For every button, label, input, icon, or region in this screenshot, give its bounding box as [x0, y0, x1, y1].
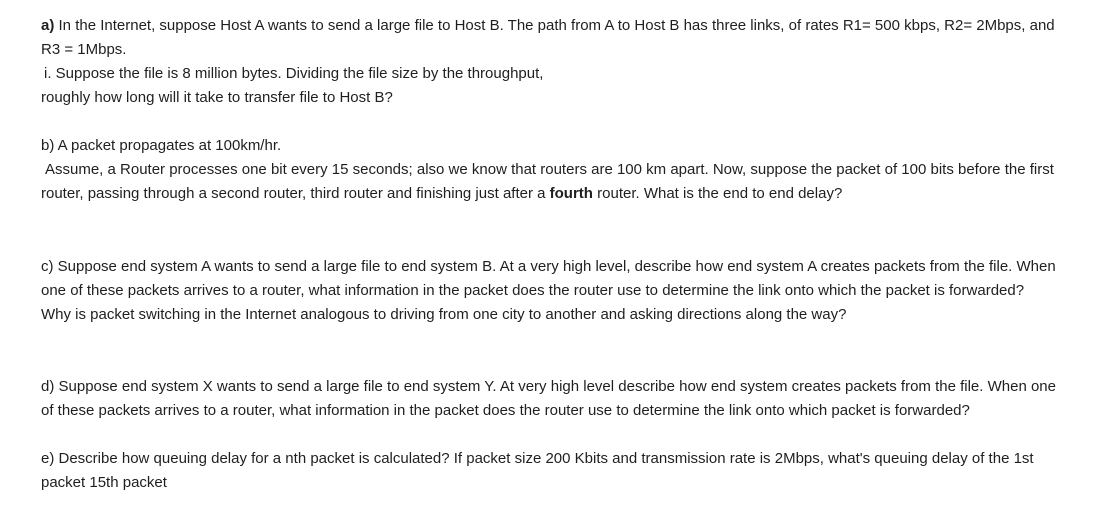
- question-c-line-2: one of these packets arrives to a router, what information in the packet does the router use to determine the link onto which the packet is forwarded?: [41, 282, 1025, 299]
- question-d-line-1: d) Suppose end system X wants to send a large file to end system Y. At very high level describe how end system creates packets from the file. When one: [41, 378, 1056, 395]
- question-e-line-2: packet 15th packet: [41, 474, 167, 491]
- question-a-line-1: [41, 14, 1055, 38]
- question-a-subpart-i: i. Suppose the file is 8 million bytes. Dividing the file size by the throughput,: [44, 65, 544, 82]
- question-a-label: a): [41, 17, 55, 34]
- question-b-line-3: [41, 182, 842, 206]
- question-a-text: In the Internet, suppose Host A wants to send a large file to Host B. The path from A to Host B has three links, of rates R1= 500 kbps, R2= 2Mbps, and: [54, 17, 1055, 34]
- question-b-line-1: b) A packet propagates at 100km/hr.: [41, 137, 282, 154]
- question-b-line-2: Assume, a Router processes one bit every 15 seconds; also we know that routers are 100 km apart. Now, suppose the packet of 100 bits before the first: [45, 161, 1054, 178]
- question-d-line-2: of these packets arrives to a router, what information in the packet does the router use to determine the link onto which packet is forwarded?: [41, 402, 970, 419]
- question-b-bold-word: fourth: [549, 185, 593, 202]
- question-a-line-2: R3 = 1Mbps.: [41, 41, 127, 58]
- question-c-line-3: Why is packet switching in the Internet analogous to driving from one city to another and asking directions along the way?: [41, 306, 847, 323]
- question-b-line-3-before: router, passing through a second router, third router and finishing just after a: [41, 185, 550, 202]
- question-e-line-1: e) Describe how queuing delay for a nth packet is calculated? If packet size 200 Kbits and transmission rate is 2Mbps, what's queuing delay of the 1st: [41, 450, 1034, 467]
- question-c-line-1: c) Suppose end system A wants to send a large file to end system B. At a very high level, describe how end system A creates packets from the file. When: [41, 258, 1056, 275]
- question-a-line-4: roughly how long will it take to transfer file to Host B?: [41, 89, 393, 106]
- question-b-line-3-after: router. What is the end to end delay?: [592, 185, 843, 202]
